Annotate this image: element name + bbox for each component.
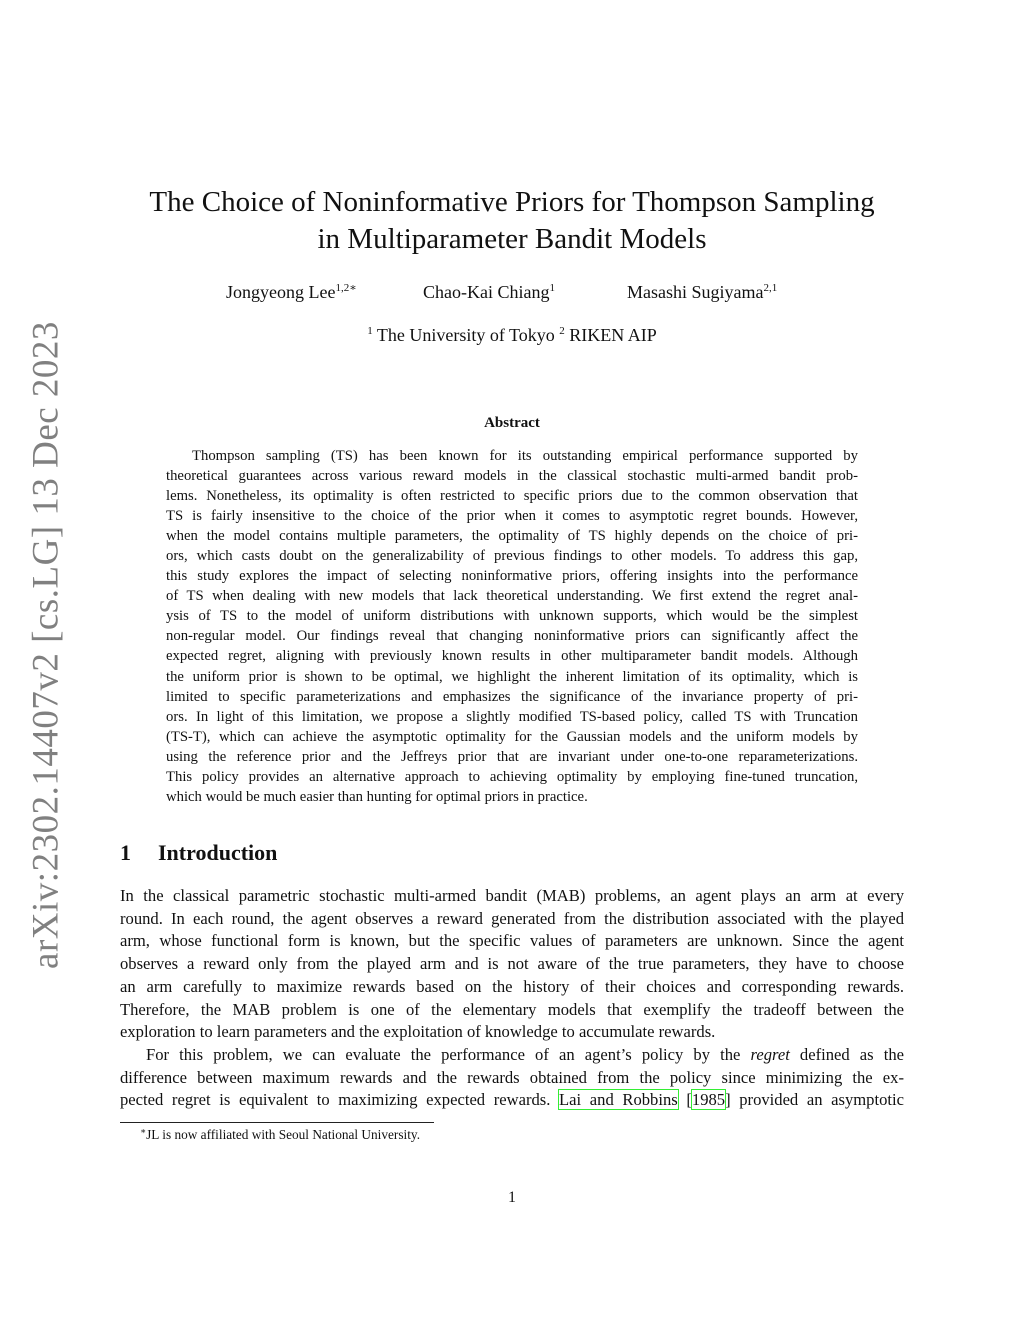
author-affiliation-mark: 1 [549,282,555,294]
author-1 [226,282,357,303]
affiliation-mark-1: 1 [367,325,373,337]
abstract-line: Thompson sampling (TS) has been known for its outstanding empirical performance supported by [192,448,858,464]
intro-line: In the classical parametric stochastic multi-armed bandit (MAB) problems, an agent plays an arm at every [120,886,904,905]
arxiv-identifier-stamp: arXiv:2302.14407v2 [cs.LG] 13 Dec 2023 [25,321,67,969]
intro-paragraph-2-line-3 [120,1089,904,1112]
abstract-line: (TS-T), which can achieve the asymptotic optimality for the Gaussian models and the uniform models by [166,728,858,745]
abstract-line: which would be much easier than hunting for optimal priors in practice. [166,788,588,805]
title-line-1: The Choice of Noninformative Priors for Thompson Sampling [149,186,875,218]
citation-bracket: [ [677,1090,692,1110]
affiliation-mark-2: 2 [559,325,565,337]
footnote [140,1127,420,1143]
abstract-line: TS is fairly insensitive to the choice of the prior when it comes to asymptotic regret bounds. However, [166,508,858,525]
affiliation-2: RIKEN AIP [564,325,657,345]
author-affiliation-mark: 2,1 [763,282,778,294]
abstract-line: non-regular model. Our findings reveal that changing noninformative priors can significantly affect the [166,628,858,645]
citation-link-lai-robbins[interactable]: Lai and Robbins [559,1090,678,1110]
abstract-line: this study explores the impact of selecting noninformative priors, offering insights into the performance [166,568,858,585]
intro-paragraph-2-line-2: difference between maximum rewards and the rewards obtained from the policy since minimizing the ex- [120,1067,904,1087]
term-regret: regret [750,1044,790,1064]
intro-text: defined as the [789,1044,904,1064]
intro-line: observes a reward only from the played arm and is not aware of the true parameters, they have to choose [120,954,904,974]
citation-link-year-1985[interactable]: 1985 [691,1090,726,1110]
abstract-line: when the model contains multiple parameters, the optimality of TS highly depends on the choice of pri- [166,528,858,545]
abstract-line: lems. Nonetheless, its optimality is often restricted to specific priors due to the common observation that [166,488,858,505]
abstract-line: expected regret, aligning with previously known results in other multiparameter bandit models. Although [166,648,858,665]
author-name: Masashi Sugiyama [627,282,764,302]
intro-text: For this problem, we can evaluate the performance of an agent’s policy by the [146,1044,751,1064]
section-heading-introduction [120,840,277,866]
footnote-divider [120,1122,434,1123]
abstract-line: ors. In light of this limitation, we propose a slightly modified TS-based policy, called TS with Truncation [166,708,858,725]
abstract-line: of TS when dealing with new models that lack theoretical understanding. We first extend the regret anal- [166,588,858,605]
abstract-line: the uniform prior is shown to be optimal, we highlight the inherent limitation of its optimality, which is [166,668,858,685]
citation-bracket: ] [725,1090,731,1110]
intro-text: provided an asymptotic [730,1090,904,1110]
introduction-body [120,885,904,1112]
affiliation-1: The University of Tokyo [372,325,560,345]
abstract-body [166,446,858,807]
author-3 [627,282,777,303]
author-name: Chao-Kai Chiang [423,282,550,302]
footnote-text: JL is now affiliated with Seoul National University. [146,1127,421,1142]
author-list [0,282,1024,306]
abstract-line: limited to specific parameterizations and emphasizes the significance of the invariance property of pri- [166,688,858,705]
intro-line: arm, whose functional form is known, but the specific values of parameters are unknown. Since the agent [120,931,904,951]
section-number: 1 [120,840,131,865]
affiliations [0,325,1024,346]
title-line-2: in Multiparameter Bandit Models [317,223,707,255]
abstract-line: ysis of TS to the model of uniform distributions with unknown supports, which would be the simplest [166,608,858,625]
section-title: Introduction [158,840,278,865]
footnote-mark: ∗ [140,1126,147,1136]
page-number: 1 [508,1189,516,1206]
intro-text: pected regret is equivalent to maximizing expected rewards. [120,1090,560,1110]
abstract-line: This policy provides an alternative approach to achieving optimality by employing fine-tuned truncation, [166,768,858,785]
abstract-line: using the reference prior and the Jeffreys prior that are invariant under one-to-one reparameterizations. [166,748,858,765]
author-name: Jongyeong Lee [226,282,336,302]
intro-line: exploration to learn parameters and the exploitation of knowledge to accumulate rewards. [120,1022,716,1042]
abstract-line: ors, which casts doubt on the generalizability of previous findings to other models. To address this gap, [166,548,858,565]
author-affiliation-mark: 1,2∗ [335,282,357,294]
intro-paragraph-2-line-1 [120,1044,904,1067]
intro-line: an arm carefully to maximize rewards based on the history of their choices and corresponding rewards. [120,976,904,996]
abstract-line: theoretical guarantees across various reward models in the classical stochastic multi-armed bandit prob- [166,468,858,485]
abstract-heading: Abstract [484,415,540,431]
intro-line: round. In each round, the agent observes a reward generated from the distribution associated with the played [120,908,904,928]
paper-title [120,184,904,258]
author-2 [423,282,555,303]
intro-line: Therefore, the MAB problem is one of the elementary models that exemplify the tradeoff between the [120,999,904,1019]
